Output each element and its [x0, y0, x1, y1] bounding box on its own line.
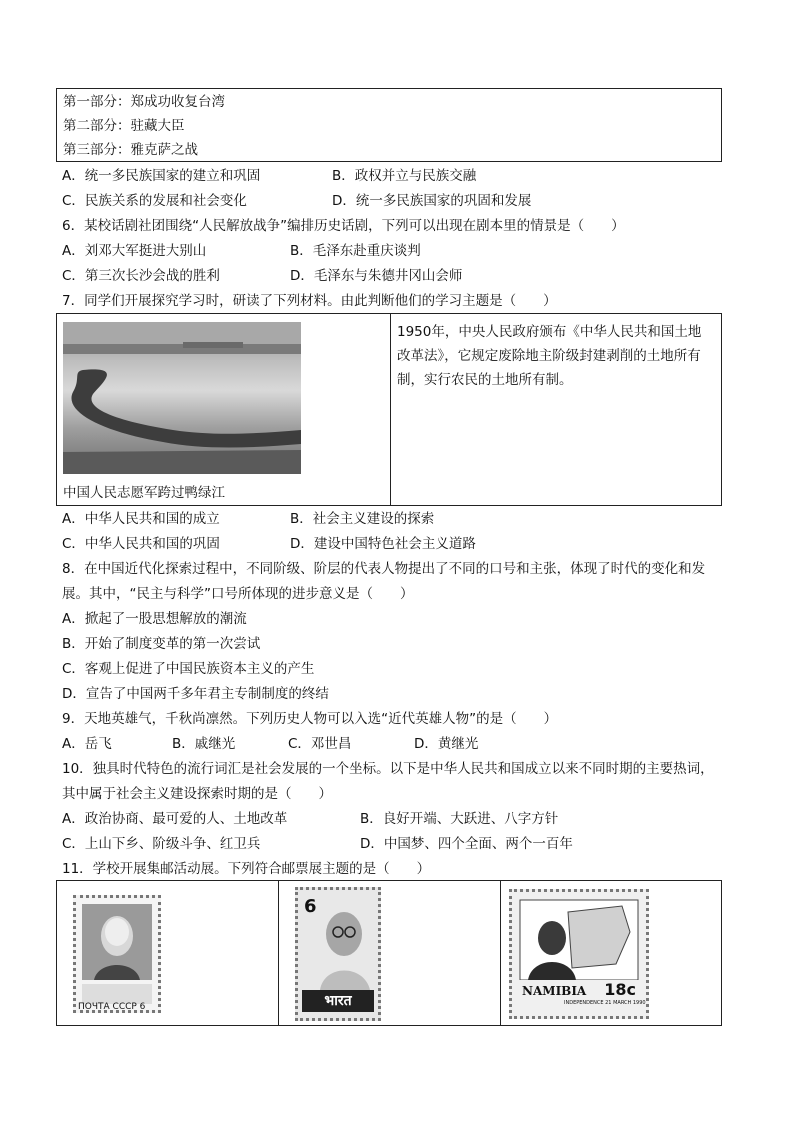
- stamp-1-text: ПОЧТА СССР 6: [78, 1002, 146, 1012]
- q8-option-d[interactable]: D．宣告了中国两千多年君主专制制度的终结: [62, 686, 329, 702]
- q9-option-a[interactable]: A．岳飞: [62, 736, 112, 752]
- q10-option-d[interactable]: D．中国梦、四个全面、两个一百年: [360, 836, 573, 852]
- stamp-3-sub: INDEPENDENCE 21 MARCH 1990: [564, 1000, 646, 1006]
- q6-option-b[interactable]: B．毛泽东赴重庆谈判: [290, 243, 421, 259]
- table-divider: [390, 314, 391, 505]
- q6-option-c[interactable]: C．第三次长沙会战的胜利: [62, 268, 220, 284]
- q6-option-d[interactable]: D．毛泽东与朱德井冈山会师: [290, 268, 463, 284]
- q6-stem: 6．某校话剧社团围绕“人民解放战争”编排历史话剧，下列可以出现在剧本里的情景是（ ）: [62, 218, 625, 234]
- q5-part-3: 第三部分：雅克萨之战: [63, 142, 198, 158]
- q5-material-box: [56, 88, 722, 162]
- q5-part-1: 第一部分：郑成功收复台湾: [63, 94, 225, 110]
- stamp-3-text: NAMIBIA: [522, 984, 587, 998]
- q5-option-c[interactable]: C．民族关系的发展和社会变化: [62, 193, 247, 209]
- photo-caption: 中国人民志愿军跨过鸭绿江: [63, 485, 225, 501]
- stamp-2-text: भारत: [302, 990, 374, 1012]
- stamp-divider-2: [500, 881, 501, 1025]
- q7-text-line-1: 1950年，中央人民政府颁布《中华人民共和国土地: [397, 324, 702, 340]
- yalu-river-photo: [63, 322, 301, 474]
- q10-stem-line-2: 其中属于社会主义建设探索时期的是（ ）: [62, 786, 332, 802]
- q8-option-b[interactable]: B．开始了制度变革的第一次尝试: [62, 636, 261, 652]
- q11-stamp-table: [56, 880, 722, 1026]
- q5-part-2: 第二部分：驻藏大臣: [63, 118, 185, 134]
- q5-option-b[interactable]: B．政权并立与民族交融: [332, 168, 477, 184]
- q5-option-d[interactable]: D．统一多民族国家的巩固和发展: [332, 193, 532, 209]
- stamp-2-value: 6: [304, 896, 317, 917]
- q9-option-b[interactable]: B．戚继光: [172, 736, 236, 752]
- gandhi-stamp: [295, 887, 381, 1021]
- q10-option-c[interactable]: C．上山下乡、阶级斗争、红卫兵: [62, 836, 261, 852]
- troops-crossing-image: [63, 322, 301, 474]
- q7-text-line-3: 制，实行农民的土地所有制。: [397, 372, 573, 388]
- q6-option-a[interactable]: A．刘邓大军挺进大别山: [62, 243, 207, 259]
- q7-option-d[interactable]: D．建设中国特色社会主义道路: [290, 536, 476, 552]
- q5-option-a[interactable]: A．统一多民族国家的建立和巩固: [62, 168, 261, 184]
- bolivar-stamp: [73, 895, 161, 1013]
- q11-stem: 11．学校开展集邮活动展。下列符合邮票展主题的是（ ）: [62, 861, 431, 877]
- q9-option-c[interactable]: C．邓世昌: [288, 736, 352, 752]
- stamp-3-value: 18c: [604, 980, 636, 999]
- q8-option-c[interactable]: C．客观上促进了中国民族资本主义的产生: [62, 661, 315, 677]
- q7-stem: 7．同学们开展探究学习时，研读了下列材料。由此判断他们的学习主题是（ ）: [62, 293, 557, 309]
- q9-option-d[interactable]: D．黄继光: [414, 736, 479, 752]
- q8-stem-line-1: 8．在中国近代化探索过程中，不同阶级、阶层的代表人物提出了不同的口号和主张，体现了时代的变化和发: [62, 561, 706, 577]
- q7-option-a[interactable]: A．中华人民共和国的成立: [62, 511, 220, 527]
- q10-stem-line-1: 10．独具时代特色的流行词汇是社会发展的一个坐标。以下是中华人民共和国成立以来不同时期的主要热词，: [62, 761, 714, 777]
- q9-stem: 9．天地英雄气，千秋尚凛然。下列历史人物可以入选“近代英雄人物”的是（ ）: [62, 711, 558, 727]
- q8-stem-line-2: 展。其中，“民主与科学”口号所体现的进步意义是（ ）: [62, 586, 414, 602]
- q7-material-box: [56, 313, 722, 506]
- q7-text-line-2: 改革法》，它规定废除地主阶级封建剥削的土地所有: [397, 348, 701, 364]
- namibia-portrait-icon: [512, 894, 646, 980]
- portrait-icon: [76, 898, 158, 1010]
- q8-option-a[interactable]: A．掀起了一股思想解放的潮流: [62, 611, 247, 627]
- stamp-divider-1: [278, 881, 279, 1025]
- q7-option-b[interactable]: B．社会主义建设的探索: [290, 511, 435, 527]
- q7-option-c[interactable]: C．中华人民共和国的巩固: [62, 536, 220, 552]
- q10-option-b[interactable]: B．良好开端、大跃进、八字方针: [360, 811, 559, 827]
- namibia-stamp: [509, 889, 649, 1019]
- q10-option-a[interactable]: A．政治协商、最可爱的人、土地改革: [62, 811, 288, 827]
